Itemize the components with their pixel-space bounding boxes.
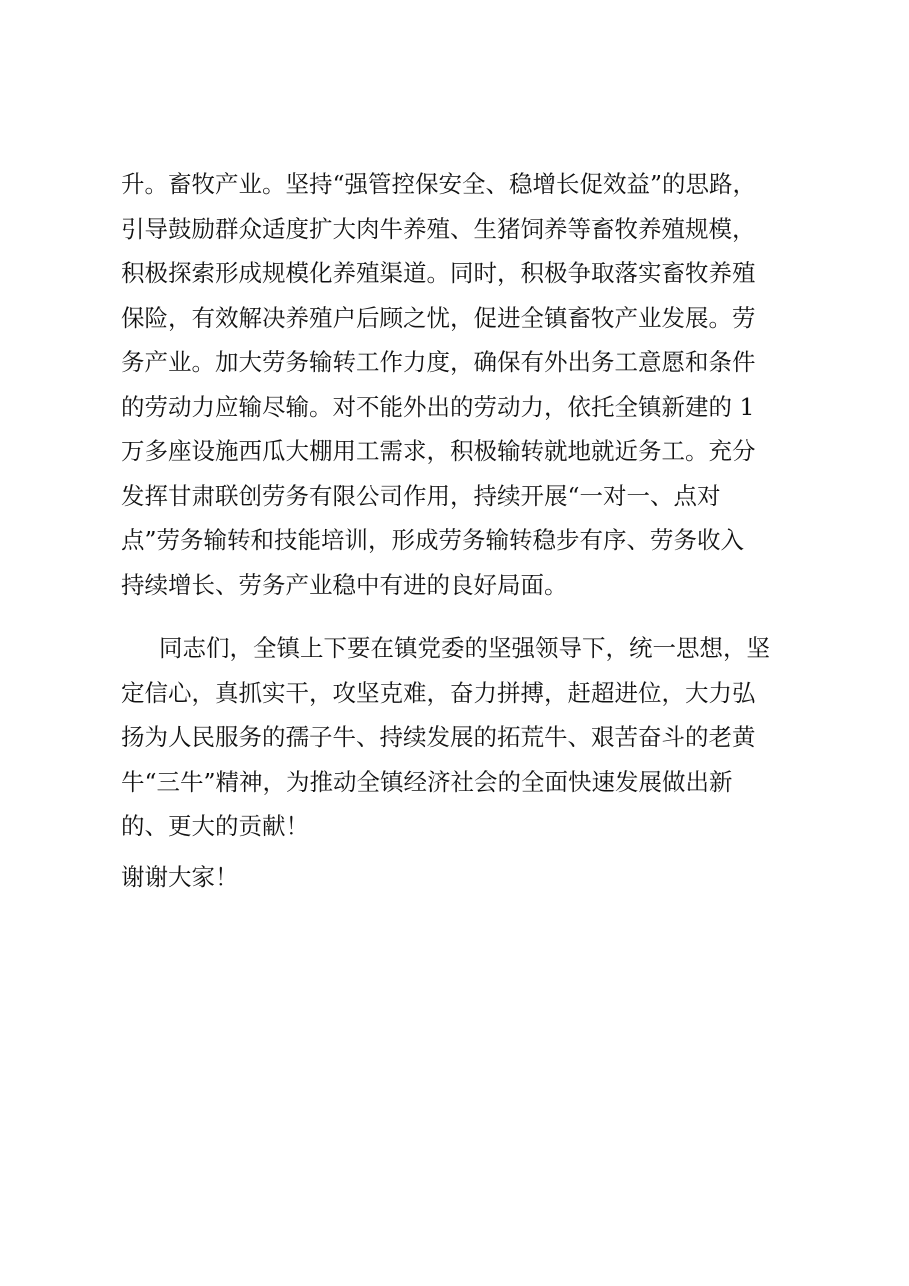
- text-line: 牛“三牛”精神，为推动全镇经济社会的全面快速发展做出新: [121, 767, 733, 796]
- text-line: 务产业。加大劳务输转工作力度，确保有外出务工意愿和条件: [121, 348, 756, 376]
- text-line: 的劳动力应输尽输。对不能外出的劳动力，依托全镇新建的 1: [121, 392, 755, 421]
- document-body: [121, 162, 801, 899]
- paragraph-call-to-action: [121, 626, 801, 849]
- text-line: 点”劳务输转和技能培训，形成劳务输转稳步有序、劳务收入: [121, 526, 745, 554]
- text-line: 积极探索形成规模化养殖渠道。同时，积极争取落实畜牧养殖: [121, 259, 756, 287]
- text-line: 升。畜牧产业。坚持“强管控保安全、稳增长促效益”的思路，: [121, 170, 757, 198]
- closing-line: 谢谢大家！: [121, 862, 239, 891]
- text-line: 的、更大的贡献！: [121, 812, 309, 840]
- paragraph-spacer: [121, 607, 801, 626]
- text-line: 同志们，全镇上下要在镇党委的坚强领导下，统一思想，坚: [159, 634, 770, 662]
- text-line: 持续增长、劳务产业稳中有进的良好局面。: [121, 570, 568, 599]
- paragraph-industry: [121, 162, 801, 607]
- text-line: 定信心，真抓实干，攻坚克难，奋力拼搏，赶超进位，大力弘: [121, 678, 756, 707]
- text-line: 保险，有效解决养殖户后顾之忧，促进全镇畜牧产业发展。劳: [121, 303, 756, 332]
- text-line: 引导鼓励群众适度扩大肉牛养殖、生猪饲养等畜牧养殖规模，: [121, 214, 756, 243]
- text-line: 扬为人民服务的孺子牛、持续发展的拓荒牛、艰苦奋斗的老黄: [121, 723, 756, 751]
- text-line: 发挥甘肃联创劳务有限公司作用，持续开展“一对一、点对: [121, 481, 721, 510]
- text-line: 万多座设施西瓜大棚用工需求，积极输转就地就近务工。充分: [121, 437, 756, 465]
